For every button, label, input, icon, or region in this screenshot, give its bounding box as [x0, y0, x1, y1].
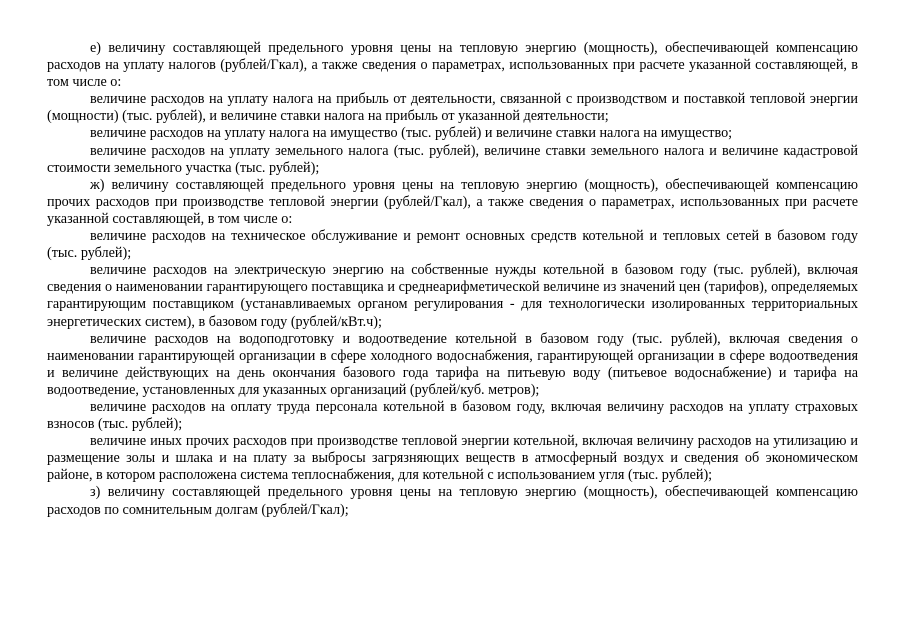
paragraph-property-tax: величине расходов на уплату налога на имущество (тыс. рублей) и величине ставки налога на имущество;: [90, 125, 733, 142]
paragraph-electricity: величине расходов на электрическую энергию на собственные нужды котельной в базовом году (тыс. рублей), включая сведения о наименовании гарантирующего поставщика и среднеарифметической величине из значений цен (тарифов), определяемых гарантирующим поставщиком (устанавливаемых органом регулирования - для технологически изолированных территориальных энергетических систем), в базовом году (рублей/кВт.ч);: [47, 262, 858, 330]
document-page: [47, 40, 858, 519]
paragraph-other-expenses: величине иных прочих расходов при производстве тепловой энергии котельной, включая величину расходов на утилизацию и размещение золы и шлака и на плату за выбросы загрязняющих веществ в атмосферный воздух и сведения об экономическом районе, в котором расположена система теплоснабжения, для котельной с использованием угля (тыс. рублей);: [47, 433, 858, 484]
paragraph-z: з) величину составляющей предельного уровня цены на тепловую энергию (мощность), обеспечивающей компенсацию расходов по сомнительным долгам (рублей/Гкал);: [47, 484, 858, 518]
paragraph-maintenance: величине расходов на техническое обслуживание и ремонт основных средств котельной и тепловых сетей в базовом году (тыс. рублей);: [47, 228, 858, 262]
paragraph-land-tax: величине расходов на уплату земельного налога (тыс. рублей), величине ставки земельного налога и величине кадастровой стоимости земельного участка (тыс. рублей);: [47, 142, 858, 176]
paragraph-e: е) величину составляющей предельного уровня цены на тепловую энергию (мощность), обеспечивающей компенсацию расходов на уплату налогов (рублей/Гкал), а также сведения о параметрах, использованных при расчете указанной составляющей, в том числе о:: [47, 40, 858, 91]
paragraph-zh: ж) величину составляющей предельного уровня цены на тепловую энергию (мощность), обеспечивающей компенсацию прочих расходов при производстве тепловой энергии (рублей/Гкал), а также сведения о параметрах, использованных при расчете указанной составляющей, в том числе о:: [47, 176, 858, 227]
paragraph-water: величине расходов на водоподготовку и водоотведение котельной в базовом году (тыс. рублей), включая сведения о наименовании гарантирующей организации в сфере холодного водоснабжения, гарантирующей организации в сфере водоотведения и величине действующих на день окончания базового года тарифа на питьевую воду (питьевое водоснабжение) и тарифа на водоотведение, установленных для указанных организаций (рублей/куб. метров);: [47, 330, 858, 398]
paragraph-labor: величине расходов на оплату труда персонала котельной в базовом году, включая величину расходов на уплату страховых взносов (тыс. рублей);: [47, 398, 858, 433]
paragraph-profit-tax: величине расходов на уплату налога на прибыль от деятельности, связанной с производством и поставкой тепловой энергии (мощности) (тыс. рублей), и величине ставки налога на прибыль от указанной деятельности;: [47, 91, 858, 125]
